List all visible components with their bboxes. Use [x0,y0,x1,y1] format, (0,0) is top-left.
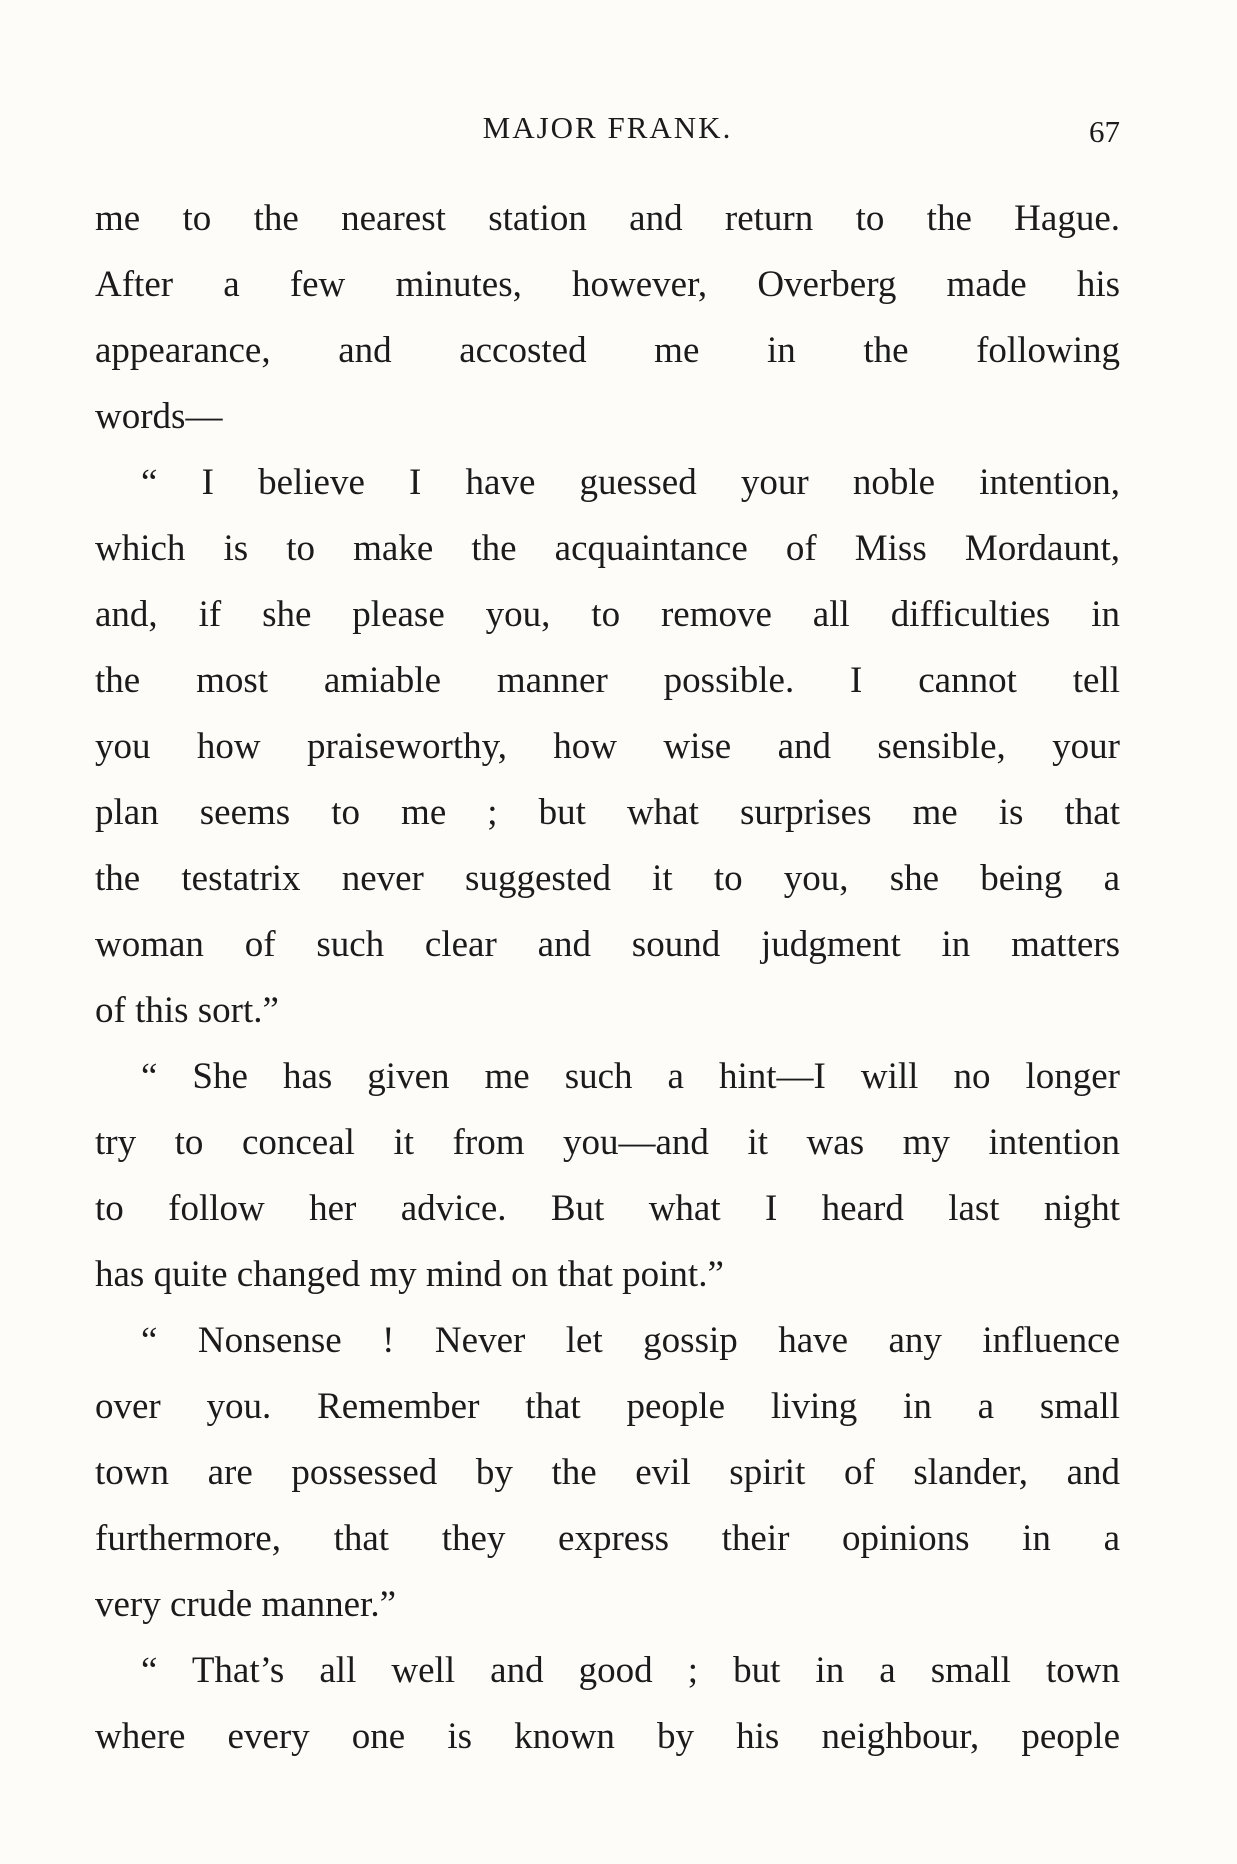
running-title: MAJOR FRANK. [482,110,733,145]
text-line: furthermore, that they express their opinions in a [95,1518,1120,1559]
text-line: where every one is known by his neighbour, people [95,1716,1120,1757]
text-line: “ That’s all well and good ; but in a small town [141,1650,1120,1691]
text-line: “ Nonsense ! Never let gossip have any influence [141,1320,1120,1361]
text-line: me to the nearest station and return to the Hague. [95,198,1120,239]
text-line: appearance, and accosted me in the following [95,330,1120,371]
page-number: 67 [1089,114,1120,149]
text-line: plan seems to me ; but what surprises me is that [95,792,1120,833]
text-line: woman of such clear and sound judgment in matters [95,924,1120,965]
text-line: very crude manner.” [95,1584,396,1625]
text-line: “ I believe I have guessed your noble intention, [141,462,1120,503]
text-line: town are possessed by the evil spirit of slander, and [95,1452,1120,1493]
text-line: which is to make the acquaintance of Miss Mordaunt, [95,528,1120,569]
text-line: and, if she please you, to remove all difficulties in [95,594,1120,635]
text-line: try to conceal it from you—and it was my intention [95,1122,1120,1163]
text-line: “ She has given me such a hint—I will no longer [141,1056,1120,1097]
text-line: you how praiseworthy, how wise and sensible, your [95,726,1120,767]
text-line: of this sort.” [95,990,279,1031]
text-line: the testatrix never suggested it to you, she being a [95,858,1120,899]
running-head [95,108,1120,158]
text-line: has quite changed my mind on that point.” [95,1254,724,1295]
text-line: the most amiable manner possible. I cannot tell [95,660,1120,701]
text-line: to follow her advice. But what I heard last night [95,1188,1120,1229]
text-line: words— [95,396,223,437]
text-line: After a few minutes, however, Overberg made his [95,264,1120,305]
body-text [95,186,1120,1770]
text-line: over you. Remember that people living in a small [95,1386,1120,1427]
